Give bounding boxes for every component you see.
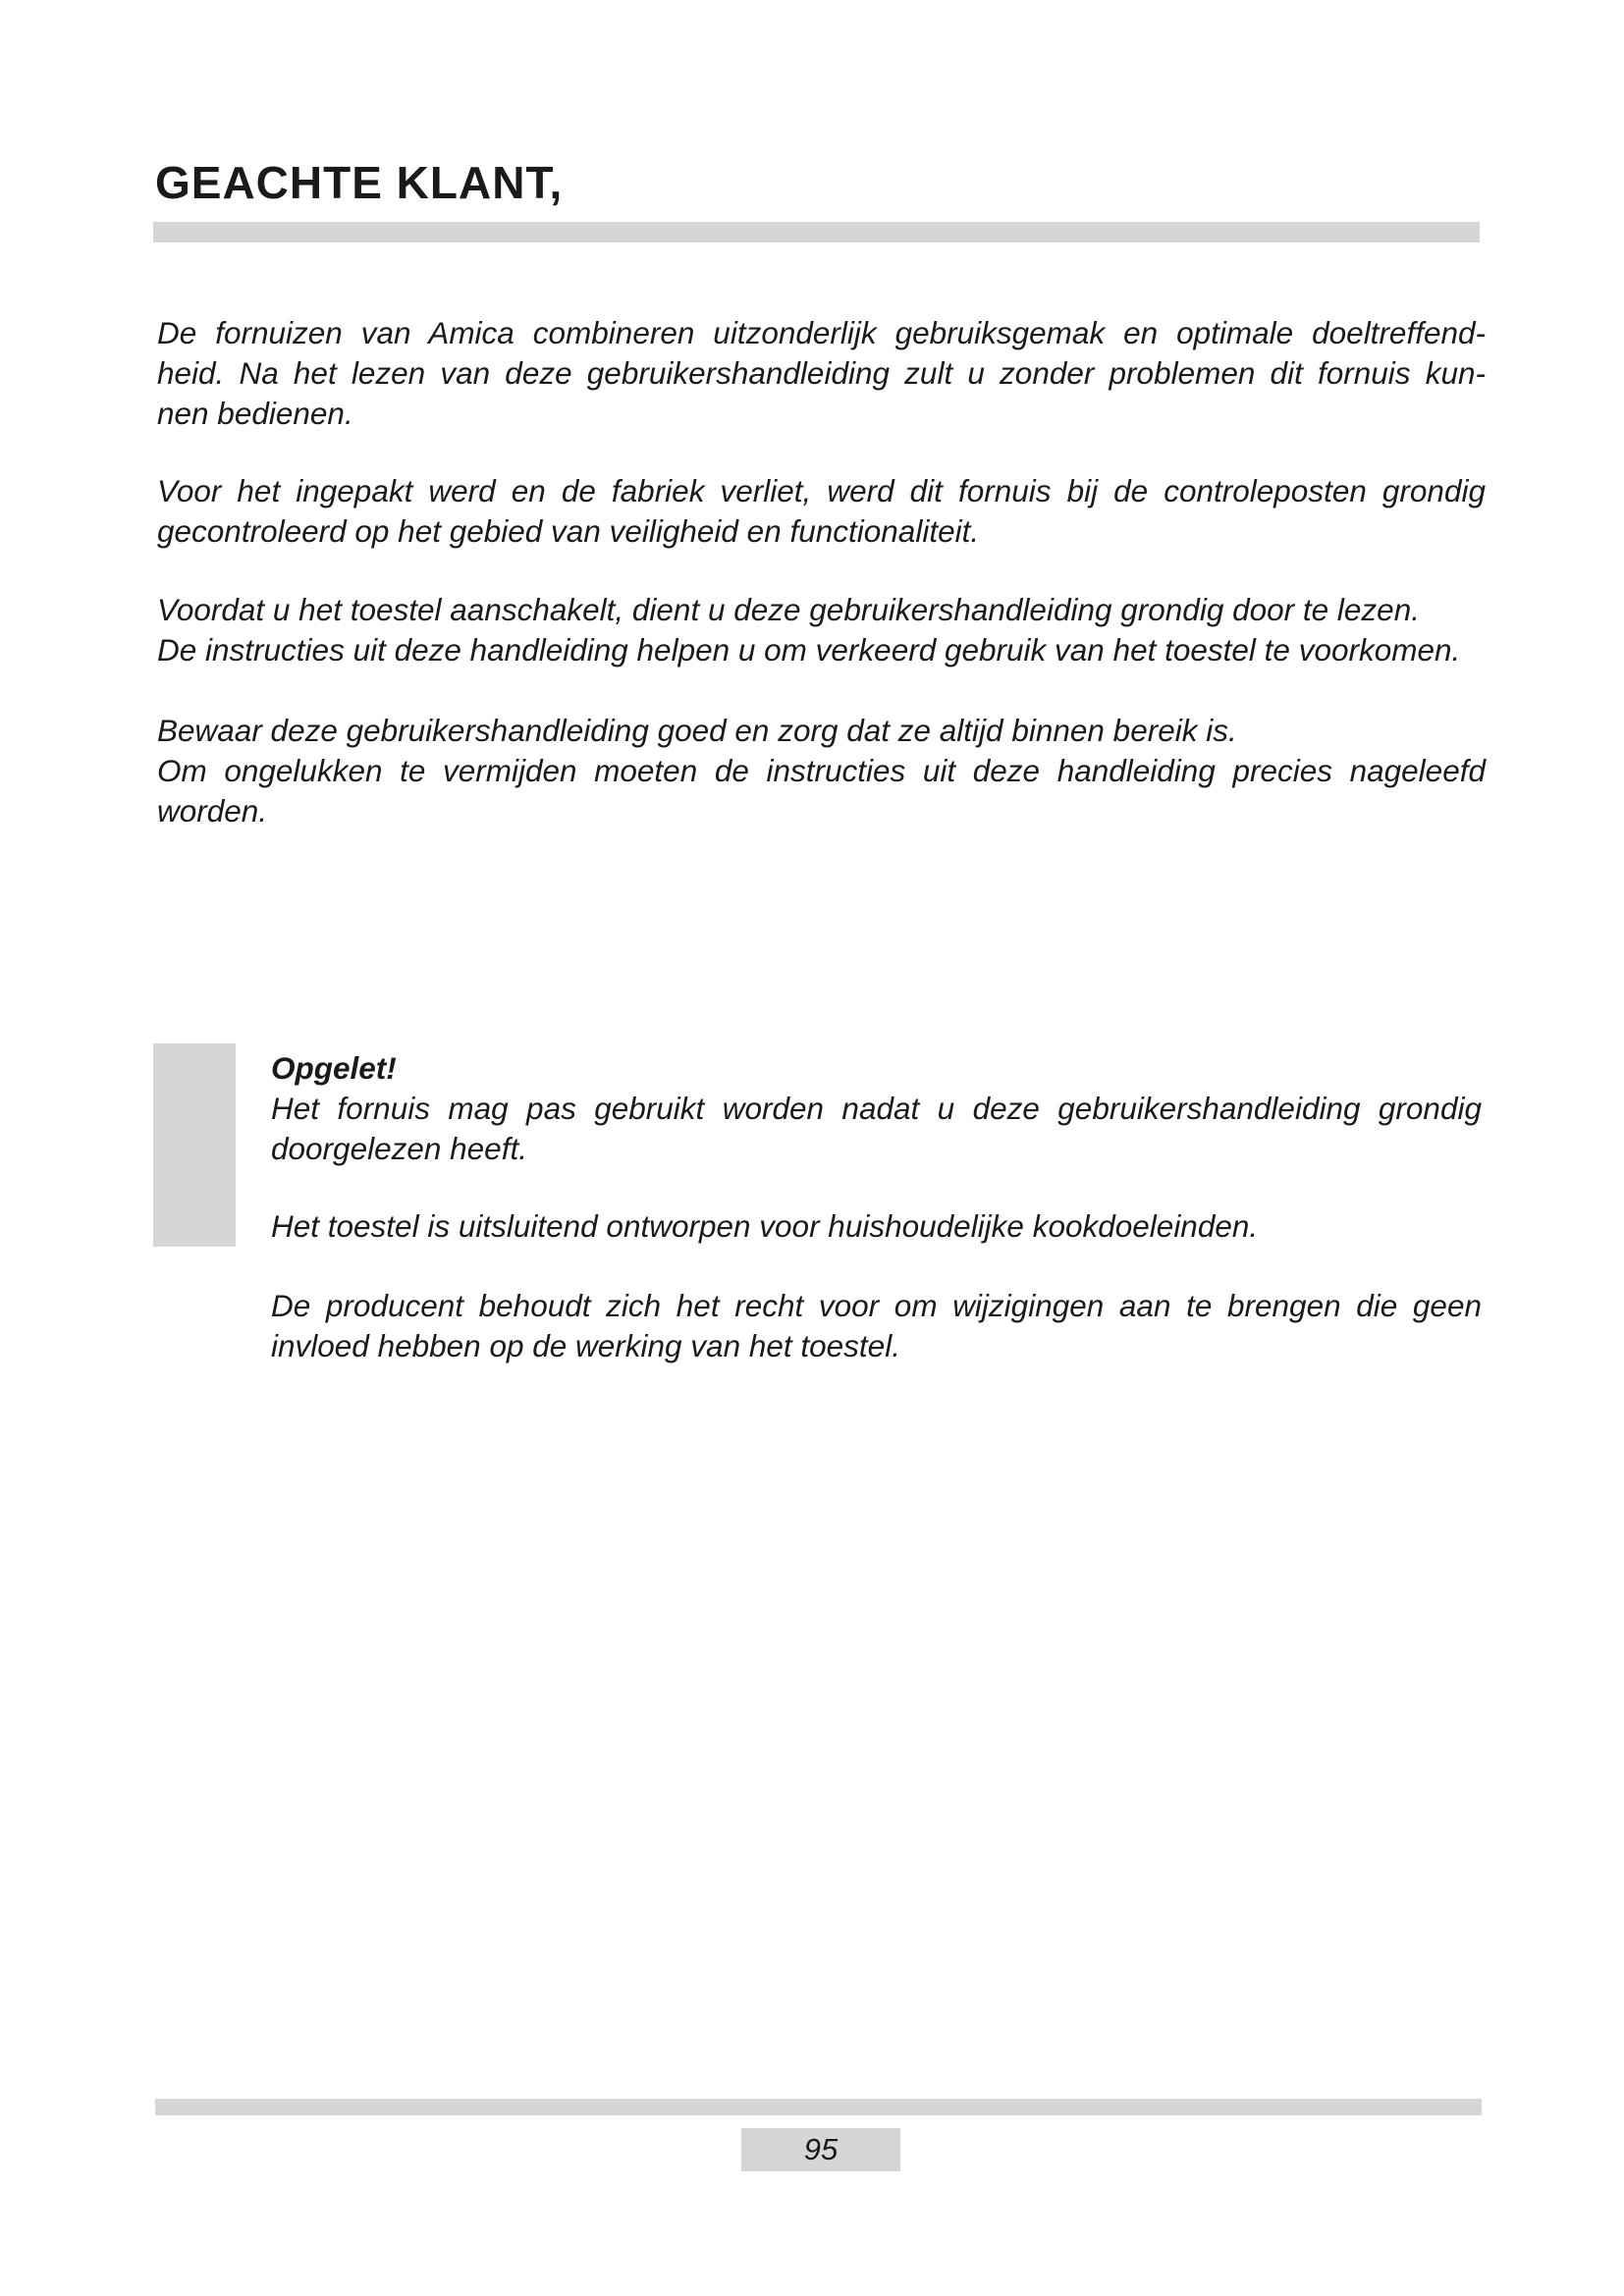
notice-marker-bar: [153, 1043, 236, 1247]
notice-line: invloed hebben op de werking van het toestel.: [271, 1328, 900, 1363]
notice-line: doorgelezen heeft.: [271, 1131, 527, 1166]
header-divider: [153, 222, 1480, 242]
page-number-badge: [741, 2128, 900, 2171]
footer-divider: [155, 2099, 1482, 2115]
paragraph-line: Om ongelukken te vermijden moeten de instructies uit deze handleiding precies nageleefd: [157, 753, 1486, 788]
paragraph-line: heid. Na het lezen van deze gebruikershandleiding zult u zonder problemen dit fornuis kun-: [157, 355, 1486, 391]
paragraph-line: worden.: [157, 793, 268, 828]
page-number: 95: [803, 2132, 839, 2166]
intro-paragraph: [157, 313, 1486, 434]
notice-line: Het toestel is uitsluitend ontworpen voor huishoudelijke kookdoeleinden.: [271, 1208, 1259, 1244]
inspection-paragraph: [157, 471, 1486, 552]
paragraph-line: De instructies uit deze handleiding helpen u om verkeerd gebruik van het toestel te voorkomen.: [157, 632, 1461, 667]
keep-manual-paragraph: [157, 711, 1486, 831]
paragraph-line: gecontroleerd op het gebied van veiligheid en functionaliteit.: [157, 513, 980, 549]
paragraph-line: De fornuizen van Amica combineren uitzonderlijk gebruiksgemak en optimale doeltreffend-: [157, 315, 1486, 350]
notice-paragraph: [271, 1089, 1482, 1169]
paragraph-line: nen bedienen.: [157, 396, 353, 431]
notice-line: Het fornuis mag pas gebruikt worden nadat u deze gebruikershandleiding grondig: [271, 1091, 1482, 1126]
paragraph-line: Voordat u het toestel aanschakelt, dient u deze gebruikershandleiding grondig door te lezen.: [157, 592, 1420, 627]
read-manual-paragraph: [157, 590, 1486, 670]
notice-paragraph: [271, 1286, 1482, 1366]
notice-heading: Opgelet!: [271, 1050, 397, 1086]
notice-paragraph: [271, 1206, 1482, 1247]
paragraph-line: Voor het ingepakt werd en de fabriek verliet, werd dit fornuis bij de controleposten grondig: [157, 473, 1486, 508]
paragraph-line: Bewaar deze gebruikershandleiding goed en zorg dat ze altijd binnen bereik is.: [157, 713, 1237, 748]
notice-line: De producent behoudt zich het recht voor om wijzigingen aan te brengen die geen: [271, 1288, 1482, 1323]
page-title: GEACHTE KLANT,: [155, 157, 564, 208]
